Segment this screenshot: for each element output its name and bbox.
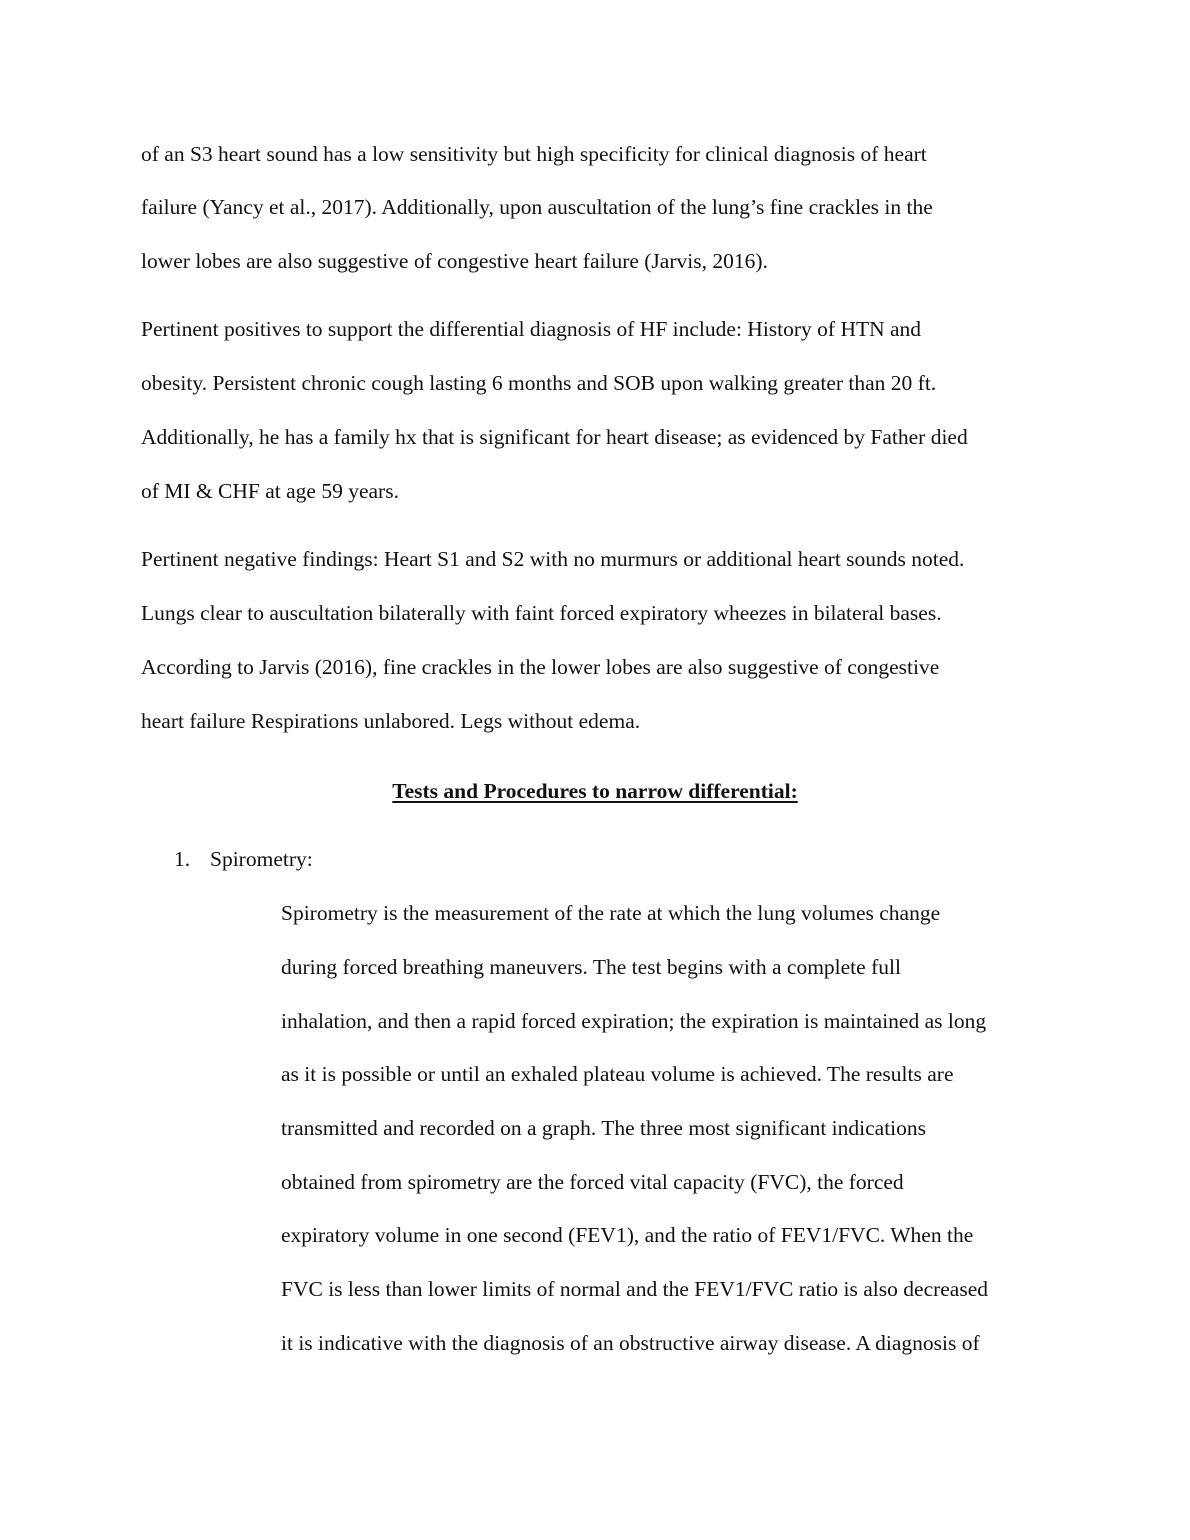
paragraph-line: Lungs clear to auscultation bilaterally with faint forced expiratory wheezes in bilateral bases. [141,601,942,625]
list-body-line: Spirometry is the measurement of the rate at which the lung volumes change [281,901,941,925]
paragraph-line: obesity. Persistent chronic cough lasting 6 months and SOB upon walking greater than 20 ft. [141,371,937,395]
section-heading: Tests and Procedures to narrow differential: [392,779,798,803]
paragraph-line: lower lobes are also suggestive of congestive heart failure (Jarvis, 2016). [141,249,768,273]
paragraph-line: According to Jarvis (2016), fine crackles in the lower lobes are also suggestive of congestive [141,655,940,679]
list-body-line: expiratory volume in one second (FEV1), and the ratio of FEV1/FVC. When the [281,1223,974,1247]
list-body-line: as it is possible or until an exhaled plateau volume is achieved. The results are [281,1062,954,1086]
list-body-line: FVC is less than lower limits of normal and the FEV1/FVC ratio is also decreased [281,1277,989,1301]
list-body-line: it is indicative with the diagnosis of an obstructive airway disease. A diagnosis of [281,1331,980,1355]
paragraph-line: of an S3 heart sound has a low sensitivity but high specificity for clinical diagnosis of heart [141,142,927,166]
paragraph-line: Pertinent positives to support the differential diagnosis of HF include: History of HTN and [141,317,922,341]
list-body-line: obtained from spirometry are the forced vital capacity (FVC), the forced [281,1170,904,1194]
paragraph-line: failure (Yancy et al., 2017). Additionally, upon auscultation of the lung’s fine crackles in the [141,195,933,219]
list-label: Spirometry: [210,847,313,871]
paragraph-line: heart failure Respirations unlabored. Legs without edema. [141,709,641,733]
paragraph-line: Additionally, he has a family hx that is significant for heart disease; as evidenced by Father died [141,425,968,449]
list-body-line: transmitted and recorded on a graph. The three most significant indications [281,1116,927,1140]
list-body-line: during forced breathing maneuvers. The test begins with a complete full [281,955,901,979]
list-number: 1. [174,847,191,871]
paragraph-line: of MI & CHF at age 59 years. [141,479,399,503]
paragraph-line: Pertinent negative findings: Heart S1 and S2 with no murmurs or additional heart sounds noted. [141,547,965,571]
list-body-line: inhalation, and then a rapid forced expiration; the expiration is maintained as long [281,1009,987,1033]
